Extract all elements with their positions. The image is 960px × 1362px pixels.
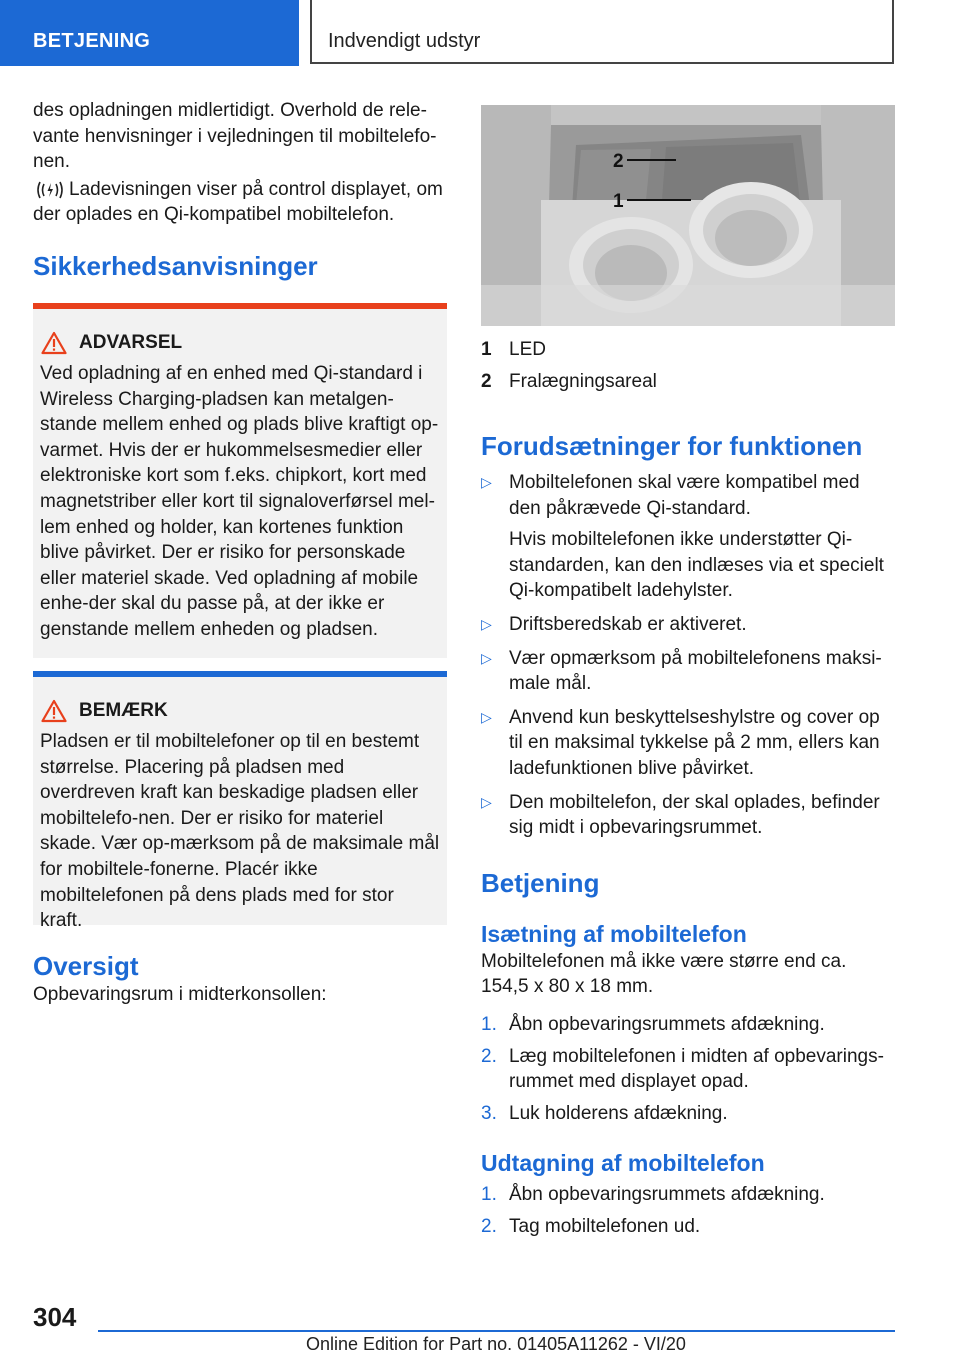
overview-section bbox=[33, 950, 447, 1008]
warning-bar bbox=[33, 303, 447, 309]
photo-label-2: 2 bbox=[613, 151, 624, 172]
warning-title: ADVARSEL bbox=[79, 332, 183, 353]
edition-text: Online Edition for Part no. 01405A11262 - VI/20 bbox=[306, 1334, 686, 1354]
step-text: Åbn opbevaringsrummets afdækning. bbox=[509, 1013, 825, 1035]
triangle-right-icon: ▷ bbox=[481, 708, 492, 725]
step-text: Tag mobiltelefonen ud. bbox=[509, 1215, 701, 1237]
notice-title: BEMÆRK bbox=[79, 700, 168, 721]
photo-label-1: 1 bbox=[613, 191, 624, 212]
step-text: Åbn opbevaringsrummets afdækning. bbox=[509, 1184, 825, 1206]
list-item-text: Vær opmærksom på mobiltelefonens maksi-male mål. bbox=[509, 647, 882, 695]
chapter-title: Indvendigt udstyr bbox=[328, 30, 481, 52]
list-item-text: Mobiltelefonen skal være kompatibel med den påkrævede Qi-standard. bbox=[509, 472, 860, 519]
left-column-intro bbox=[33, 98, 447, 282]
step-number: 3. bbox=[481, 1102, 497, 1124]
insert-heading: Isætning af mobiltelefon bbox=[481, 920, 747, 947]
step-number: 1. bbox=[481, 1013, 497, 1035]
insert-text: Mobiltelefonen må ikke være større end ca. 154,5 x 80 x 18 mm. bbox=[481, 950, 847, 998]
footer-rule bbox=[98, 1330, 895, 1332]
legend-label: LED bbox=[509, 339, 546, 360]
storage-compartment-photo bbox=[481, 105, 895, 326]
requirements-heading: Forudsætninger for funktionen bbox=[481, 431, 863, 461]
legend-item bbox=[481, 339, 546, 361]
operation-heading: Betjening bbox=[481, 867, 600, 898]
legend-number: 1 bbox=[481, 339, 492, 360]
legend-item bbox=[481, 371, 657, 393]
list-item bbox=[481, 1044, 895, 1095]
list-item bbox=[481, 1182, 895, 1208]
wireless-charging-icon bbox=[35, 179, 65, 201]
step-text: Luk holderens afdækning. bbox=[509, 1102, 728, 1124]
safety-heading: Sikkerhedsanvisninger bbox=[33, 250, 318, 281]
list-item bbox=[481, 612, 895, 638]
notice-text: Pladsen er til mobiltelefoner op til en bestemt størrelse. Placering på pladsen med overdreven kraft kan beskadige pladsen eller mobiltelefo-nen. Der er risiko for materiel skade. Vær op-mærksom på de maksimale mål for mobiltele-fonerne. Placér ikke mobiltelefonen på dens plads med for stor kraft. bbox=[40, 731, 440, 932]
notice-bar bbox=[33, 671, 447, 677]
legend-label: Fralægningsareal bbox=[509, 371, 657, 392]
legend-number: 2 bbox=[481, 371, 492, 392]
step-text: Læg mobiltelefonen i midten af opbevarings-rummet med displayet opad. bbox=[509, 1045, 884, 1093]
section-title: BETJENING bbox=[33, 30, 151, 52]
remove-heading: Udtagning af mobiltelefon bbox=[481, 1150, 765, 1177]
list-item-text: Den mobiltelefon, der skal oplades, befinder sig midt i opbevaringsrummet. bbox=[509, 791, 880, 839]
warning-triangle-icon bbox=[41, 331, 67, 355]
charging-display-note-cont: der oplades en Qi-kompatibel mobiltelefon. bbox=[33, 204, 395, 226]
triangle-right-icon: ▷ bbox=[481, 615, 492, 632]
list-item-text: Driftsberedskab er aktiveret. bbox=[509, 613, 747, 635]
triangle-right-icon: ▷ bbox=[481, 649, 492, 666]
list-item-text: Anvend kun beskyttelseshylstre og cover op til en maksimal tykkelse på 2 mm, ellers kan ladefunktionen blive påvirket. bbox=[509, 706, 880, 779]
overview-text: Opbevaringsrum i midterkonsollen: bbox=[33, 984, 327, 1005]
list-item bbox=[481, 705, 895, 782]
notice-box bbox=[33, 671, 447, 932]
overview-heading: Oversigt bbox=[33, 951, 139, 981]
section-tab bbox=[0, 0, 299, 66]
triangle-right-icon: ▷ bbox=[481, 474, 492, 490]
notice-triangle-icon bbox=[41, 699, 67, 723]
list-item bbox=[481, 1101, 895, 1127]
list-item bbox=[481, 646, 895, 697]
list-item bbox=[481, 1214, 895, 1240]
list-item bbox=[481, 470, 895, 604]
remove-steps bbox=[481, 1182, 895, 1239]
requirements-list bbox=[481, 470, 895, 841]
intro-text: des opladningen midlertidigt. Overhold de rele-vante henvisninger i vejledningen til mobiltelefo-nen. bbox=[33, 100, 437, 173]
step-number: 1. bbox=[481, 1184, 497, 1206]
triangle-right-icon: ▷ bbox=[481, 793, 492, 810]
list-item-extra: Hvis mobiltelefonen ikke understøtter Qi-standarden, kan den indlæses via et specielt Qi-kompatibelt ladehylster. bbox=[509, 529, 884, 602]
step-number: 2. bbox=[481, 1045, 497, 1067]
charging-display-note: Ladevisningen viser på control displayet, om bbox=[69, 178, 443, 200]
right-column bbox=[481, 430, 895, 1239]
warning-box bbox=[33, 303, 447, 658]
insert-steps bbox=[481, 1012, 895, 1126]
page-number: 304 bbox=[33, 1302, 77, 1332]
step-number: 2. bbox=[481, 1215, 497, 1237]
list-item bbox=[481, 1012, 895, 1038]
warning-text: Ved opladning af en enhed med Qi-standard i Wireless Charging-pladsen kan metalgen-stande mellem enhed og plads blive kraftigt op-varmet. Hvis der er hukommelsesmedier eller elektroniske kort som f.eks. chipkort, kort med magnetstriber eller kort til signaloverførsel mel-lem enhed og holder, kan kortenes funktion blive påvirket. Der er risiko for personskade eller materiel skade. Ved opladning af mobile enhe-der skal du passe på, at der ikke er genstande mellem enheden og pladsen. bbox=[40, 363, 439, 640]
chapter-tab bbox=[310, 0, 894, 64]
list-item bbox=[481, 790, 895, 841]
